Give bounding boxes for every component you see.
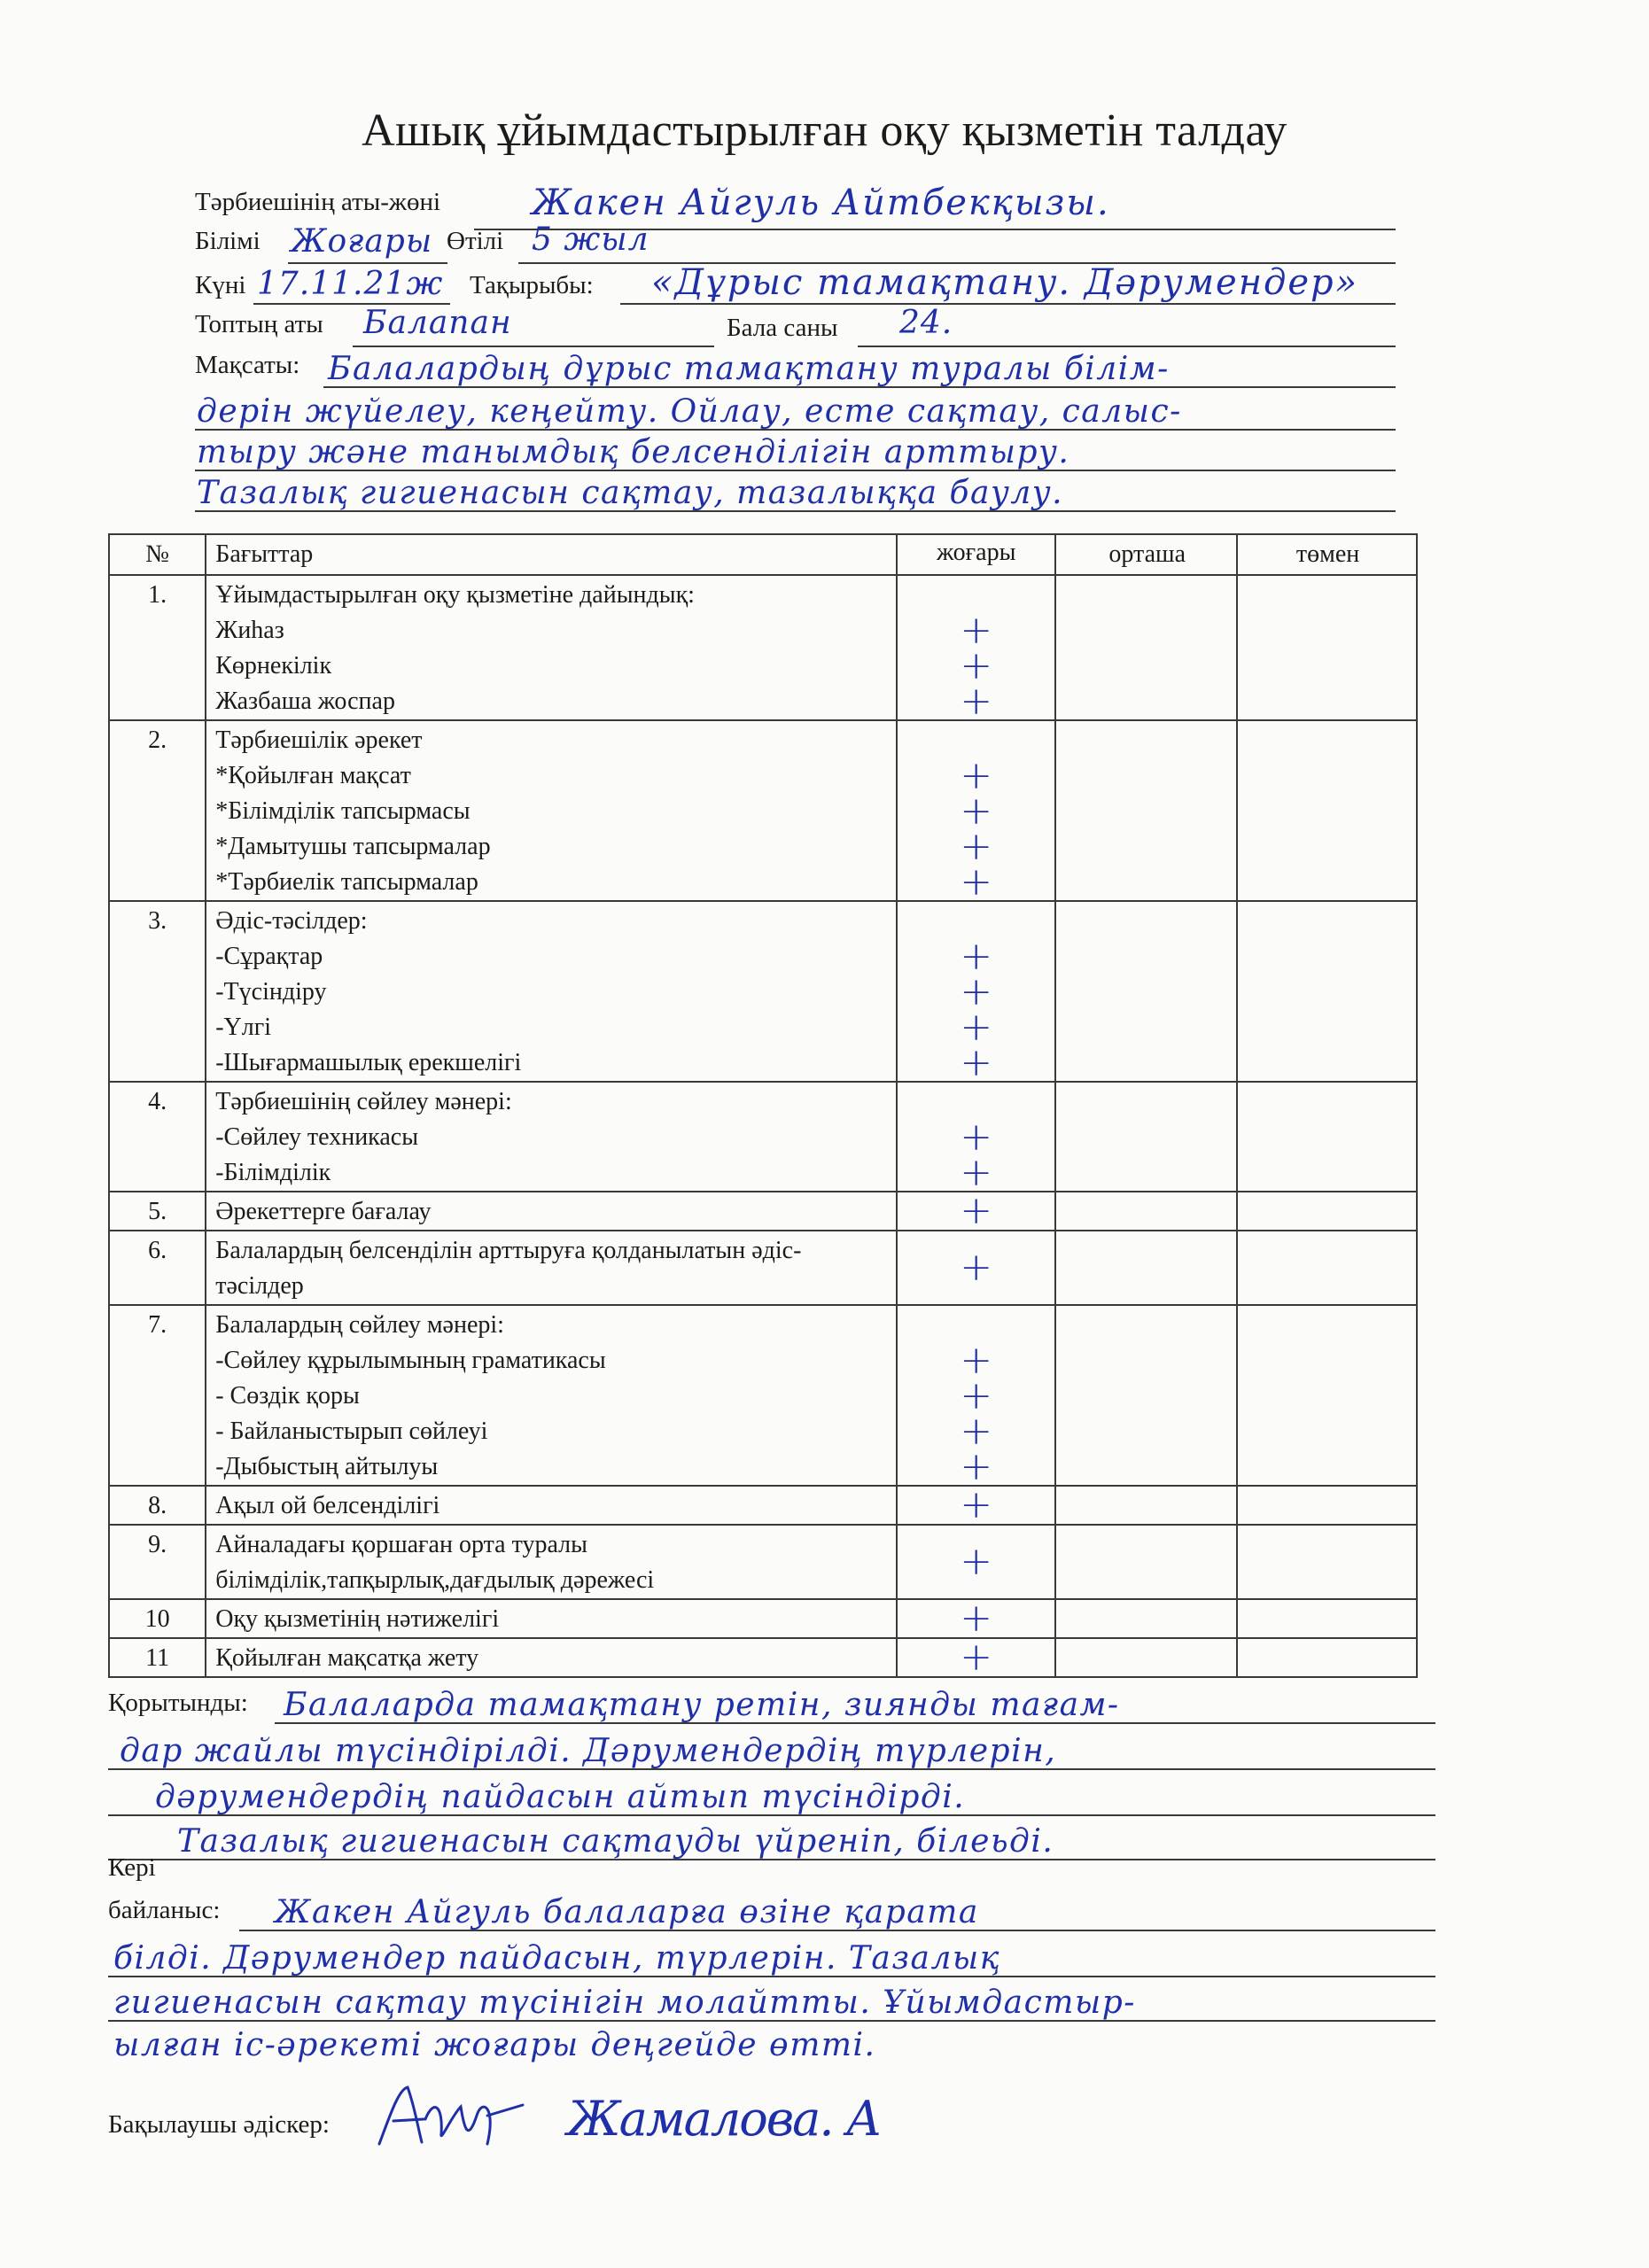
plus-mark: +: [960, 1482, 993, 1527]
row-medium-cell: [1055, 1231, 1237, 1305]
row-title: Тәрбиешілік әрекет: [215, 726, 423, 754]
conclusion-line-2: дар жайлы түсіндірілді. Дәрумендердің түрлерін,: [120, 1733, 1057, 1769]
row-title: Әдіс-тәсілдер:: [215, 907, 368, 935]
row-subitem: -Сөйлеу құрылымының граматикасы: [215, 1347, 606, 1374]
plus-mark: +: [960, 1040, 993, 1085]
row-high-cell: [897, 575, 1055, 724]
row-subitem: -Шығармашылық ерекшелігі: [215, 1049, 522, 1076]
row-subitem: -Білімділік: [215, 1159, 331, 1186]
row-low-cell: [1237, 720, 1417, 901]
date-value: 17.11.21ж: [257, 266, 444, 302]
row-high-cell: [897, 1188, 1055, 1233]
row-number: 7.: [109, 1305, 206, 1486]
column-header-directions: Бағыттар: [206, 534, 897, 575]
row-title: Айналадағы қоршаған орта туралы білімділік,тапқырлық,дағдылық дәрежесі: [215, 1531, 655, 1594]
row-low-cell: [1237, 575, 1417, 720]
plus-mark: +: [960, 788, 993, 834]
feedback-line-3: гигиенасын сақтау түсінігін молайтты. Ұйымдастыр-: [113, 1984, 1136, 2021]
goal-line-4: Тазалық гигиенасын сақтау, тазалыққа баулу.: [197, 475, 1064, 511]
table-row: [109, 1525, 1417, 1599]
topic-value: «Дұрыс тамақтану. Дәрумендер»: [651, 262, 1359, 303]
row-subitem: -Сөйлеу техникасы: [215, 1123, 419, 1151]
experience-value: 5 жыл: [532, 221, 649, 258]
row-high-cell: [897, 1482, 1055, 1527]
row-number: 3.: [109, 901, 206, 1082]
column-header-low: төмен: [1237, 534, 1417, 575]
row-low-cell: [1237, 1192, 1417, 1231]
table-row: [109, 1082, 1417, 1192]
methodist-label: Бақылаушы әдіскер:: [108, 2110, 330, 2139]
row-subitem: -Үлгі: [215, 1014, 272, 1041]
row-low-cell: [1237, 1638, 1417, 1677]
feedback-line-2: білді. Дәрумендер пайдасын, түрлерін. Тазалық: [113, 1940, 1000, 1977]
row-medium-cell: [1055, 1599, 1237, 1638]
row-subitem: Жиһаз: [215, 617, 284, 644]
row-low-cell: [1237, 1305, 1417, 1486]
education-label: Білімі: [195, 227, 261, 255]
row-subitem: *Білімділік тапсырмасы: [215, 797, 471, 825]
conclusion-line-3: дәрумендердің пайдасын айтып түсіндірді.: [155, 1779, 966, 1815]
conclusion-label: Қорытынды:: [108, 1689, 248, 1717]
row-direction: [206, 1486, 897, 1525]
plus-mark: +: [960, 1188, 993, 1233]
table-row: [109, 1231, 1417, 1305]
row-medium-cell: [1055, 1192, 1237, 1231]
feedback-line-4: ылған іс-әрекеті жоғары деңгейде өтті.: [113, 2027, 876, 2063]
table-header-row: [109, 534, 1417, 575]
plus-mark: +: [960, 824, 993, 869]
evaluation-table: [108, 533, 1418, 1678]
experience-label: Өтілі: [447, 227, 504, 255]
group-label: Топтың аты: [195, 310, 323, 338]
row-low-cell: [1237, 1082, 1417, 1192]
plus-mark: +: [960, 1150, 993, 1195]
row-title: Балалардың сөйлеу мәнері:: [215, 1311, 504, 1339]
row-subitem: -Сұрақтар: [215, 943, 323, 970]
plus-mark: +: [960, 608, 993, 653]
row-medium-cell: [1055, 720, 1237, 901]
row-direction: [206, 1525, 897, 1599]
plus-mark: +: [960, 753, 993, 798]
goal-line-2: дерін жүйелеу, кеңейту. Ойлау, есте сақтау, салыс-: [197, 393, 1182, 430]
row-number: 9.: [109, 1525, 206, 1599]
row-title: Балалардың белсенділін арттыруға қолданылатын әдіс-тәсілдер: [215, 1237, 802, 1300]
row-title: Ұйымдастырылған оқу қызметіне дайындық:: [215, 581, 695, 609]
row-high-cell: [897, 1305, 1055, 1489]
row-low-cell: [1237, 1231, 1417, 1305]
children-value: 24.: [899, 305, 953, 341]
row-high-cell: [897, 901, 1055, 1085]
page-title: Ашық ұйымдастырылған оқу қызметін талдау: [362, 105, 1287, 156]
row-subitem: *Қойылған мақсат: [215, 762, 411, 789]
row-number: 2.: [109, 720, 206, 901]
plus-mark: +: [960, 1596, 993, 1641]
children-label: Бала саны: [727, 314, 838, 342]
feedback-line-1: Жакен Айгуль балаларға өзіне қарата: [275, 1894, 979, 1930]
teacher-label: Тәрбиешінің аты-жөні: [195, 188, 441, 216]
signature-name: Жамалова. А: [567, 2091, 881, 2147]
row-title: Тәрбиешінің сөйлеу мәнері:: [215, 1088, 512, 1115]
table-row: [109, 1486, 1417, 1525]
row-subitem: - Сөздік қоры: [215, 1382, 360, 1410]
plus-mark: +: [960, 679, 993, 724]
goal-label: Мақсаты:: [195, 351, 300, 379]
row-medium-cell: [1055, 1082, 1237, 1192]
plus-mark: +: [960, 859, 993, 905]
plus-mark: +: [960, 934, 993, 979]
signature-mark: [372, 2080, 532, 2151]
row-direction: [206, 1192, 897, 1231]
row-title: Оқу қызметінің нәтижелігі: [215, 1605, 500, 1633]
row-number: 10: [109, 1599, 206, 1638]
conclusion-line-1: Балаларда тамақтану ретін, зиянды тағам-: [284, 1687, 1120, 1723]
row-high-cell: [897, 1231, 1055, 1305]
row-direction: [206, 1082, 897, 1192]
row-number: 5.: [109, 1192, 206, 1231]
row-subitem: Көрнекілік: [215, 652, 332, 680]
feedback-label-line2: байланыс:: [108, 1896, 221, 1924]
table-row: [109, 1599, 1417, 1638]
plus-mark: +: [960, 643, 993, 688]
conclusion-line-4: Тазалық гигиенасын сақтауды үйреніп, білеьді.: [177, 1823, 1054, 1860]
feedback-label-line1: Кері: [108, 1853, 156, 1882]
column-header-number: №: [109, 534, 206, 575]
row-high-cell: [897, 720, 1055, 905]
plus-mark: +: [960, 1005, 993, 1050]
row-number: 1.: [109, 575, 206, 720]
row-direction: [206, 1231, 897, 1305]
row-direction: [206, 720, 897, 901]
row-number: 4.: [109, 1082, 206, 1192]
row-high-cell: [897, 1596, 1055, 1641]
row-title: Қойылған мақсатқа жету: [215, 1644, 479, 1672]
column-header-medium: орташа: [1055, 534, 1237, 575]
topic-label: Тақырыбы:: [470, 271, 594, 299]
table-row: [109, 1305, 1417, 1486]
row-subitem: *Дамытушы тапсырмалар: [215, 833, 491, 860]
topic-underline: [620, 303, 1396, 305]
row-low-cell: [1237, 1599, 1417, 1638]
plus-mark: +: [960, 969, 993, 1014]
row-direction: [206, 1305, 897, 1486]
table-row: [109, 720, 1417, 901]
plus-mark: +: [960, 1409, 993, 1454]
row-low-cell: [1237, 1525, 1417, 1599]
row-subitem: *Тәрбиелік тапсырмалар: [215, 868, 478, 896]
row-direction: [206, 1638, 897, 1677]
education-value: Жоғары: [291, 223, 433, 260]
row-title: Ақыл ой белсенділігі: [215, 1492, 440, 1519]
row-medium-cell: [1055, 1486, 1237, 1525]
table-row: [109, 1192, 1417, 1231]
row-medium-cell: [1055, 1638, 1237, 1677]
teacher-value: Жакен Айгуль Айтбекқызы.: [532, 183, 1110, 223]
row-medium-cell: [1055, 1305, 1237, 1486]
row-subitem: Жазбаша жоспар: [215, 687, 395, 715]
row-medium-cell: [1055, 1525, 1237, 1599]
row-direction: [206, 1599, 897, 1638]
table-row: [109, 901, 1417, 1082]
row-number: 6.: [109, 1231, 206, 1305]
row-high-cell: [897, 1082, 1055, 1195]
table-body: [109, 575, 1417, 1680]
goal-line-1: Балалардың дұрыс тамақтану туралы білім-: [328, 351, 1170, 387]
table-row: [109, 575, 1417, 720]
education-underline: [288, 262, 447, 264]
row-direction: [206, 901, 897, 1082]
row-low-cell: [1237, 1486, 1417, 1525]
row-medium-cell: [1055, 901, 1237, 1082]
date-label: Күні: [195, 271, 246, 299]
row-medium-cell: [1055, 575, 1237, 720]
row-subitem: -Дыбыстың айтылуы: [215, 1453, 439, 1480]
plus-mark: +: [960, 1115, 993, 1160]
table-row: [109, 1638, 1417, 1677]
row-high-cell: [897, 1525, 1055, 1599]
plus-mark: +: [960, 1539, 993, 1584]
plus-mark: +: [960, 1245, 993, 1290]
plus-mark: +: [960, 1338, 993, 1383]
row-subitem: - Байланыстырып сөйлеуі: [215, 1418, 488, 1445]
row-low-cell: [1237, 901, 1417, 1082]
row-high-cell: [897, 1635, 1055, 1680]
group-value: Балапан: [363, 305, 512, 341]
plus-mark: +: [960, 1444, 993, 1489]
plus-mark: +: [960, 1373, 993, 1418]
column-header-high: жоғары: [897, 534, 1055, 575]
row-subitem: -Түсіндіру: [215, 978, 327, 1006]
row-title: Әрекеттерге бағалау: [215, 1198, 432, 1225]
row-number: 8.: [109, 1486, 206, 1525]
row-direction: [206, 575, 897, 720]
goal-line-3: тыру және танымдық белсенділігін арттыру.: [197, 434, 1070, 470]
row-number: 11: [109, 1638, 206, 1677]
plus-mark: +: [960, 1635, 993, 1680]
